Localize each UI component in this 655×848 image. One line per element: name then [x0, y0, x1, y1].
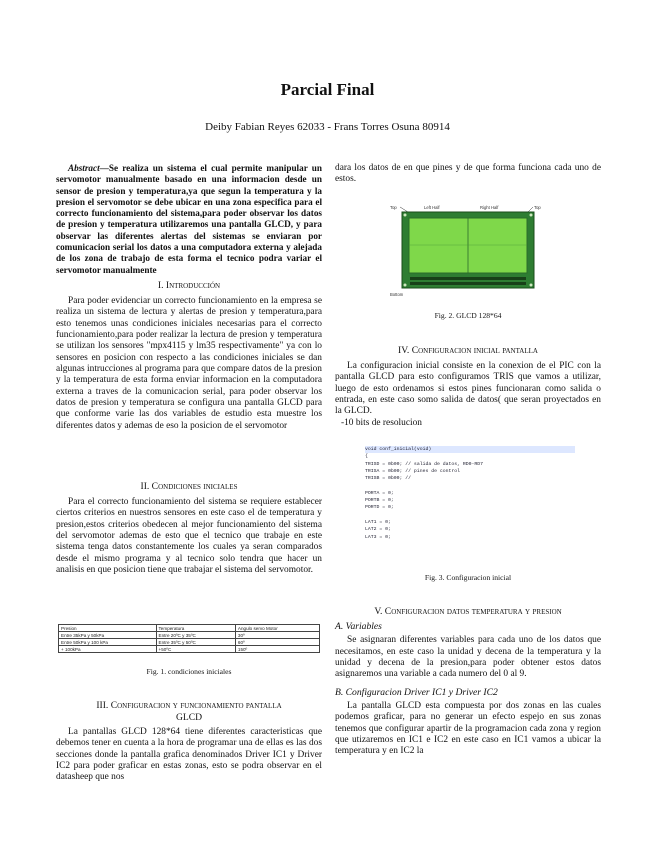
section-3-title-line1: III. Configuracion y funcionamiento pantalla	[96, 700, 282, 711]
table-header-cell: Temperatura	[156, 625, 235, 632]
subsection-b-paragraph: La pantalla GLCD esta compuesta por dos zonas en las cuales podemos graficar, para no generar un efecto espejo en sus zonas tenemos que configurar apartir de la programacion cada zona y region que utizaremos en IC1 e IC2 en este caso en IC1 vamos a ubicar la temperatura y en IC2 la	[335, 701, 601, 757]
glcd-leader-line	[400, 207, 408, 212]
table-row	[59, 646, 320, 653]
mount-hole	[404, 214, 407, 217]
figure-1	[58, 624, 320, 653]
figure-3-code	[365, 446, 575, 541]
code-line: LAT2 = 0;	[365, 527, 391, 533]
figure-3-caption: Fig. 3. Configuracion inicial	[424, 573, 512, 582]
figure-1-caption: Fig. 1. condiciones iniciales	[146, 667, 232, 676]
table-header-cell: Presion	[59, 625, 157, 632]
section-5-body	[335, 621, 601, 758]
code-line: TRISB = 0b00; //	[365, 476, 412, 482]
glcd-diagram	[388, 200, 553, 300]
glcd-leader-line	[528, 207, 533, 212]
subsection-a-paragraph: Se asignaran diferentes variables para cada uno de los datos que necesitamos, en este caso la unidad y decena de la temperatura y la unidad y decena de la presion,para poder obtener estos datos asignaremos una variable a cada numero del 0 al 9.	[335, 635, 601, 680]
figure-2-glcd	[388, 200, 553, 300]
abstract-text: —Se realiza un sistema el cual permite manipular un servomotor manualmente basado en una informacion desde un sensor de presion y temperatura,ya que segun la temperatura y la presion el servomotor se debe ubicar en una zona especifica para el correcto funcionamiento del sistema,para poder observar los datos de presion y temperatura utilizaremos una pantalla GLCD, y para observar las diferentes alertas del sistemas se enviaran por comunicacion serial los datos a una computadora externa y alejada de los zona de trabajo de esta forma el tecnico podra variar el servomotor manualmente	[56, 163, 322, 275]
glcd-right-half-label: Right Half	[480, 205, 499, 210]
section-4-paragraph: La configuracion inicial consiste en la conexion de el PIC con la pantalla GLCD para esto configuramos TRIS que vamos a utilizar, luego de esto ordenamos si estos pines funcionaran como salida o entrada, en este caso somo salida de datos( que seran proyectados en la GLCD.	[335, 361, 601, 417]
mount-hole	[530, 214, 533, 217]
glcd-top-left-label: Top	[390, 205, 397, 210]
table-cell: + 100kPa	[59, 646, 157, 653]
section-3-paragraph-cont: dara los datos de en que pines y de que forma funciona cada uno de estos.	[335, 163, 601, 185]
section-1-body	[56, 296, 322, 432]
conditions-table	[58, 624, 320, 653]
code-line: PORTD = 0;	[365, 505, 394, 511]
table-cell: 30º	[235, 632, 319, 639]
code-line: TRISA = 0b00; // pines de control	[365, 468, 460, 474]
section-2-title: II. Condiciones iniciales	[140, 481, 238, 492]
glcd-left-half-label: Left Half	[424, 205, 440, 210]
code-line: PORTA = 0;	[365, 490, 394, 496]
code-line	[365, 512, 575, 519]
code-line: {	[365, 454, 368, 460]
code-line: PORTB = 0;	[365, 498, 394, 504]
code-line: LAT3 = 0;	[365, 534, 391, 540]
section-3-title	[56, 700, 322, 724]
glcd-top-right-label: Top	[534, 205, 541, 210]
glcd-bottom-label: Bottom	[390, 292, 404, 297]
mount-hole	[404, 284, 407, 287]
subsection-b-title: B. Configuracion Driver IC1 y Driver IC2	[335, 686, 498, 698]
section-5-title: V. Configuracion datos temperatura y presion	[374, 606, 562, 617]
mount-hole	[530, 284, 533, 287]
section-3-paragraph: La pantallas GLCD 128*64 tiene diferentes caracteristicas que debemos tener en cuenta a la hora de programar una de ellas es las dos secciones donde la pantalla grafica denominados Driver IC1 y Driver IC2 para poder graficar en estas zonas, esto se podra observar en el datasheep que nos	[56, 727, 322, 783]
subsection-a-title: A. Variables	[335, 621, 382, 632]
table-cell: 60º	[235, 639, 319, 646]
section-4-bullet: -10 bits de resolucion	[341, 417, 422, 428]
figure-2-caption: Fig. 2. GLCD 128*64	[434, 311, 502, 320]
section-2-body	[56, 497, 322, 576]
section-3-title-line2: GLCD	[175, 712, 203, 723]
table-cell: Entre 35kPa y 50kPa	[59, 632, 157, 639]
code-line: LAT1 = 0;	[365, 519, 391, 525]
paper-authors: Deiby Fabian Reyes 62033 - Frans Torres Osuna 80914	[205, 121, 450, 133]
table-header-row	[59, 625, 320, 632]
code-line	[365, 482, 575, 489]
section-2-paragraph: Para el correcto funcionamiento del sistema se requiere establecer ciertos criterios en nuestros sensores en este caso el de temperatura y presion,estos criterios obedecen al mejor funcionamiento del sistema del servomotor ademas de esto que el tecnico que trabaje en este sistema tenga datos constantemente los cuales ya seran comparados desde el mismo programa y al tecnico solo tendra que hacer un analisis en que posicion tiene que trabajar el sistema del servomotor.	[56, 497, 322, 576]
section-4-title: IV. Configuracion inicial pantalla	[398, 345, 538, 356]
abstract	[56, 163, 322, 276]
glcd-pin-row	[410, 282, 526, 285]
glcd-pin-row	[410, 277, 526, 280]
table-header-cell: Angulo servo Motor	[235, 625, 319, 632]
table-cell: +50ºC	[156, 646, 235, 653]
table-row	[59, 639, 320, 646]
table-cell: Entre 50kPa y 100 kPa	[59, 639, 157, 646]
section-1-title: I. Introducción	[157, 280, 221, 291]
section-4-body	[335, 361, 601, 429]
table-cell: Entre 35ºC y 50ºC	[156, 639, 235, 646]
section-3-continued	[335, 163, 601, 186]
section-3-body	[56, 727, 322, 784]
table-cell: Entre 20ºC y 35ºC	[156, 632, 235, 639]
section-1-paragraph: Para poder evidenciar un correcto funcionamiento en la empresa se realiza un sistema de lectura y alertas de presion y temperatura,para esto tenemos unas condiciones iniciales necesarias para el correcto funcionamiento,para poder realizar la lectura de presion y temperatura se utilizan los sensores "mpx4115 y lm35 respectivamente" ya con lo sensores en posicion con respecto a las condiciones iniciales se dan algunas intrucciones al programa para que compare datos de la presion y la temperatura de esta forma enviar informacion en la computadora externa a traves de la comunicacion serial, para poder observar los datos de presion y temperatura se configura una pantalla GLCD para que conforme varie las dos variables de estudio esta muestre los diferentes datos y ademas de eso la posicion de el servomotor	[56, 296, 322, 431]
code-line: TRISD = 0b00; // salida de datos, RD0-RD7	[365, 461, 484, 467]
abstract-label: Abstract	[68, 163, 100, 173]
code-line: void conf_inicial(void)	[365, 446, 575, 453]
table-row	[59, 632, 320, 639]
left-column	[56, 163, 322, 276]
table-cell: 150º	[235, 646, 319, 653]
paper-title: Parcial Final	[280, 80, 375, 99]
